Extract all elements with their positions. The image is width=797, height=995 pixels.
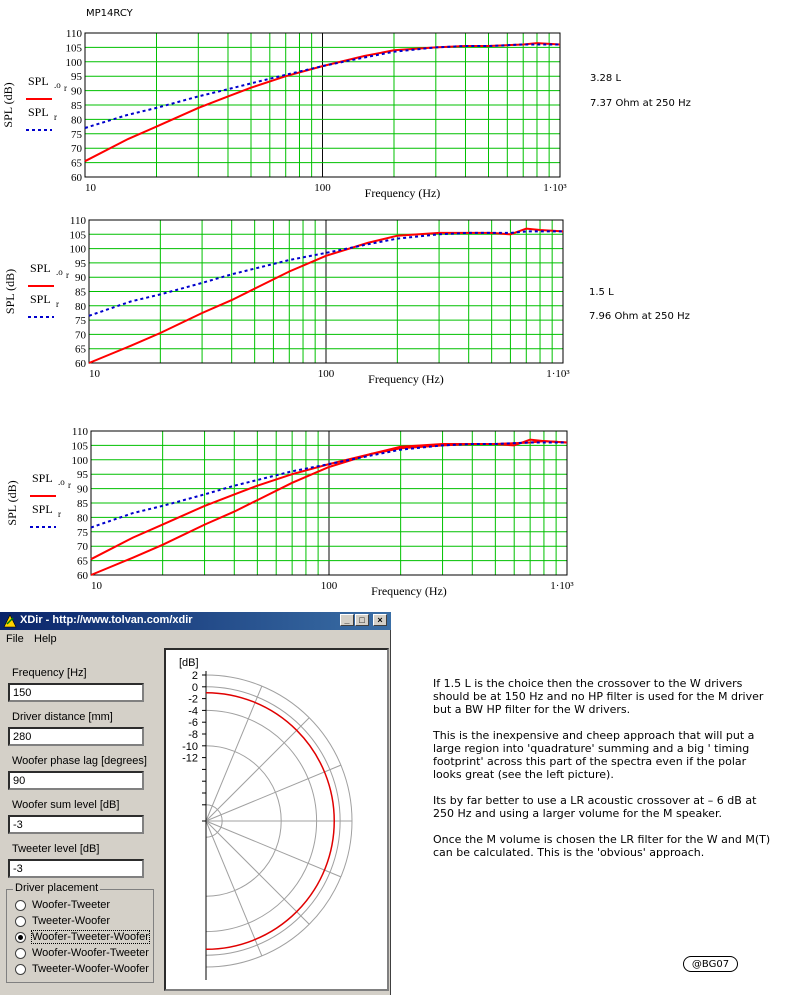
y-tick-label: 90 [71, 85, 82, 98]
legend-label-series-2: SPL [28, 105, 49, 119]
chart2-volume-note: 1.5 L [589, 287, 614, 298]
driver-distance-label: Driver distance [mm] [12, 711, 113, 723]
y-axis-label: SPL (dB) [3, 268, 17, 315]
y-tick-label: 60 [75, 358, 86, 370]
legend-sub-series-2: r [56, 299, 59, 309]
chart1-volume-note: 3.28 L [590, 73, 622, 84]
close-icon[interactable]: × [373, 614, 387, 626]
note-paragraph: If 1.5 L is the choice then the crossover to the W drivers should be at 150 Hz and no HP filter is used for the M driver but a BW HP filter for the W drivers. [433, 677, 764, 716]
legend-label-series-1: SPL [30, 261, 51, 275]
y-tick-label: 70 [75, 329, 86, 342]
minimize-icon[interactable]: _ [340, 614, 354, 626]
x-axis-label: Frequency (Hz) [371, 584, 447, 598]
placement-option-woofer-tweeter[interactable] [15, 899, 110, 911]
y-tick-label: 85 [77, 498, 88, 510]
y-tick-label: 75 [75, 315, 86, 328]
note-paragraph: This is the inexpensive and cheep approach that will put a large region into 'quadrature' summing and a big ' timing footprint' across this part of the spectra even if the polar looks great (see the left picture). [433, 729, 755, 781]
radio-icon[interactable] [15, 916, 26, 927]
menu-help[interactable]: Help [34, 633, 57, 645]
legend-sub-series-1: .o [58, 477, 65, 487]
x-tick-label: 1·10³ [543, 182, 567, 194]
page-title: MP14RCY [86, 8, 133, 19]
y-tick-label: 100 [65, 56, 82, 69]
chart-2 [0, 185, 797, 390]
y-tick-label: 80 [77, 512, 88, 525]
polar-plot [166, 650, 387, 989]
y-tick-label: 80 [75, 300, 86, 313]
polar-grid-radial [206, 821, 262, 956]
frequency-input[interactable]: 150 [8, 683, 144, 702]
y-tick-label: 70 [71, 143, 82, 156]
y-tick-label: 60 [71, 172, 82, 184]
legend-label-series-2: SPL [30, 292, 51, 306]
legend-sub2-series-1: r [66, 270, 69, 280]
legend-label-series-2: SPL [32, 502, 53, 516]
driver-distance-input[interactable]: 280 [8, 727, 144, 746]
placement-option-tweeter-woofer[interactable] [15, 915, 110, 927]
legend-sub2-series-1: r [64, 83, 67, 93]
note-paragraph: Once the M volume is chosen the LR filter for the W and M(T) can be calculated. This is the 'obvious' approach. [433, 833, 771, 859]
legend-label-series-1: SPL [28, 74, 49, 88]
y-tick-label: 80 [71, 114, 82, 127]
xdir-window [0, 612, 391, 995]
maximize-icon[interactable]: □ [355, 614, 369, 626]
woofer-phase-lag-input[interactable]: 90 [8, 771, 144, 790]
y-tick-label: 110 [71, 426, 88, 438]
radio-selected-icon[interactable] [15, 932, 26, 943]
y-axis-label: SPL (dB) [1, 82, 15, 128]
y-tick-label: 105 [65, 42, 82, 55]
y-tick-label: 60 [77, 570, 88, 582]
y-tick-label: 105 [71, 440, 88, 453]
y-tick-label: 110 [65, 28, 82, 40]
chart2-impedance-note: 7.96 Ohm at 250 Hz [589, 311, 690, 322]
x-tick-label: 100 [314, 182, 331, 194]
woofer-sum-level-label: Woofer sum level [dB] [12, 799, 120, 811]
woofer-phase-lag-label: Woofer phase lag [degrees] [12, 755, 147, 767]
x-axis-label: Frequency (Hz) [368, 372, 444, 386]
placement-option-tweeter-woofer-woofer[interactable] [15, 963, 149, 975]
xdir-window-title: XDir - http://www.tolvan.com/xdir [20, 614, 193, 626]
chart-3 [0, 397, 797, 602]
radio-icon[interactable] [15, 900, 26, 911]
placement-option-label: Tweeter-Woofer-Woofer [32, 963, 149, 975]
legend-sub-series-1: .o [54, 80, 61, 90]
polar-plot-panel [164, 648, 389, 991]
plot-area [1, 28, 567, 200]
tweeter-level-input[interactable]: -3 [8, 859, 144, 878]
legend [26, 74, 67, 130]
y-tick-label: 110 [69, 215, 86, 227]
woofer-sum-level-input[interactable]: -3 [8, 815, 144, 834]
y-tick-label: 65 [75, 343, 86, 356]
x-tick-label: 10 [89, 368, 100, 380]
notes-text [433, 677, 778, 872]
x-tick-label: 100 [320, 580, 338, 592]
polar-tick-label: 2 [191, 670, 198, 682]
legend-sub2-series-1: r [68, 480, 71, 490]
legend-label-series-1: SPL [32, 471, 53, 485]
polar-tick-label: -10 [182, 740, 198, 753]
note-paragraph: Its by far better to use a LR acoustic crossover at – 6 dB at 250 Hz and using a larger volume for the M speaker. [433, 794, 757, 820]
y-tick-label: 85 [71, 100, 82, 112]
polar-tick-label: -8 [188, 729, 198, 741]
driver-placement-group [6, 882, 154, 983]
polar-tick-label: -2 [188, 693, 198, 706]
y-tick-label: 95 [75, 257, 86, 270]
legend-sub-series-1: .o [56, 267, 63, 277]
y-tick-label: 75 [71, 128, 82, 141]
legend-sub-series-2: r [54, 112, 57, 122]
polar-grid-radial [206, 821, 309, 924]
y-tick-label: 100 [69, 243, 86, 256]
polar-grid-radial [206, 686, 262, 821]
x-tick-label: 1·10³ [546, 368, 570, 380]
placement-option-label: Tweeter-Woofer [32, 915, 111, 927]
y-tick-label: 65 [71, 157, 82, 170]
x-tick-label: 100 [317, 368, 335, 380]
legend-sub-series-2: r [58, 509, 61, 519]
plot-area [5, 426, 574, 598]
frequency-label: Frequency [Hz] [12, 667, 87, 679]
polar-tick-label: -6 [188, 717, 198, 730]
y-tick-label: 105 [69, 229, 86, 242]
xdir-menubar [0, 631, 390, 647]
y-tick-label: 90 [75, 272, 86, 285]
y-tick-label: 100 [71, 454, 88, 467]
driver-placement-legend: Driver placement [15, 882, 99, 894]
polar-tick-label: 0 [191, 681, 198, 694]
chart1-impedance-note: 7.37 Ohm at 250 Hz [590, 98, 691, 109]
plot-area [3, 215, 570, 386]
polar-tick-label: -4 [188, 705, 198, 718]
y-tick-label: 90 [77, 483, 88, 496]
polar-grid-radial [206, 718, 309, 821]
radio-icon[interactable] [15, 948, 26, 959]
x-axis-label: Frequency (Hz) [364, 186, 441, 200]
y-tick-label: 95 [71, 71, 82, 84]
x-tick-label: 1·10³ [550, 580, 574, 592]
y-tick-label: 75 [77, 526, 88, 539]
legend [30, 471, 71, 527]
y-tick-label: 95 [77, 469, 88, 482]
radio-icon[interactable] [15, 964, 26, 975]
menu-file[interactable]: File [6, 633, 24, 645]
polar-grid-radial [206, 821, 341, 877]
placement-option-woofer-tweeter-woofer[interactable] [15, 931, 149, 943]
placement-option-label: Woofer-Tweeter-Woofer [32, 931, 149, 943]
tweeter-level-label: Tweeter level [dB] [12, 843, 100, 855]
x-tick-label: 10 [85, 182, 96, 194]
polar-grid-radial [206, 765, 341, 821]
y-tick-label: 70 [77, 541, 88, 554]
xdir-titlebar[interactable] [0, 612, 391, 630]
y-axis-label: SPL (dB) [5, 480, 19, 526]
placement-option-label: Woofer-Woofer-Tweeter [32, 947, 149, 959]
app-icon [3, 614, 17, 628]
author-badge: @BG07 [683, 956, 738, 972]
polar-unit-label: [dB] [179, 657, 199, 669]
placement-option-label: Woofer-Tweeter [32, 899, 111, 911]
y-tick-label: 85 [75, 286, 86, 299]
y-tick-label: 65 [77, 555, 88, 568]
placement-option-woofer-woofer-tweeter[interactable] [15, 947, 149, 959]
legend [28, 261, 69, 317]
polar-tick-label: -12 [182, 752, 198, 765]
x-tick-label: 10 [91, 580, 102, 592]
